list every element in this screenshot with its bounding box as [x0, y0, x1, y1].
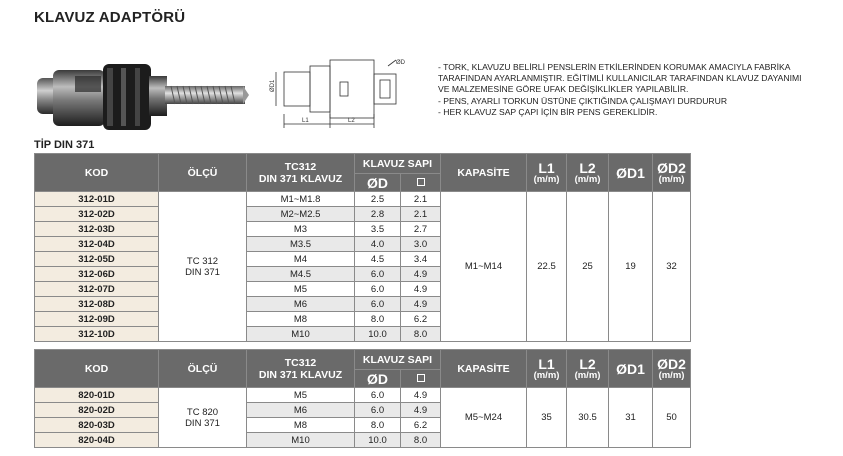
- header-l2-text: L2: [579, 355, 596, 372]
- cell-tap: M5: [247, 388, 355, 403]
- olcu-line2: DIN 371: [185, 417, 220, 429]
- olcu-line1: TC 312: [186, 255, 219, 267]
- cell-olcu: [159, 388, 247, 448]
- cell-d: 8.0: [355, 418, 401, 433]
- header-sap: [355, 350, 441, 370]
- unit-label: (m/m): [658, 369, 685, 381]
- product-photo: [35, 50, 250, 142]
- cell-square: 2.1: [401, 207, 441, 222]
- cell-kod: 312-02D: [35, 207, 159, 222]
- unit-label: (m/m): [574, 369, 601, 381]
- header-d: [355, 174, 401, 192]
- header-l1: [527, 154, 567, 192]
- header-olcu-text: ÖLÇÜ: [187, 166, 218, 179]
- unit-label: (m/m): [533, 369, 560, 381]
- unit-label: (m/m): [574, 173, 601, 185]
- square-icon: [417, 374, 425, 382]
- cell-d: 6.0: [355, 388, 401, 403]
- section-subtitle: TİP DIN 371: [34, 139, 95, 151]
- header-d2-text: ØD2: [657, 159, 686, 176]
- cell-d: 10.0: [355, 433, 401, 448]
- cell-kapasite: M1~M14: [441, 192, 527, 342]
- cell-d: 10.0: [355, 327, 401, 342]
- cell-d: 6.0: [355, 267, 401, 282]
- cell-d1: 31: [609, 388, 653, 448]
- cell-kod: 820-02D: [35, 403, 159, 418]
- header-tap-line1: TC312: [284, 356, 317, 369]
- header-kapasite: [441, 154, 527, 192]
- header-olcu: [159, 350, 247, 388]
- header-d-text: ØD: [367, 174, 388, 191]
- spec-table-tc312: [34, 153, 691, 342]
- cell-tap: M1~M1.8: [247, 192, 355, 207]
- cell-l2: 30.5: [567, 388, 609, 448]
- header-tap: [247, 350, 355, 388]
- header-sap: [355, 154, 441, 174]
- cell-square: 3.0: [401, 237, 441, 252]
- cell-square: 3.4: [401, 252, 441, 267]
- cell-square: 4.9: [401, 297, 441, 312]
- cell-l2: 25: [567, 192, 609, 342]
- cell-square: 4.9: [401, 388, 441, 403]
- cell-kod: 820-03D: [35, 418, 159, 433]
- cell-d2: 32: [653, 192, 691, 342]
- header-kod: [35, 154, 159, 192]
- olcu-line1: TC 820: [186, 406, 219, 418]
- header-d1-text: ØD1: [616, 164, 645, 181]
- cell-d: 3.5: [355, 222, 401, 237]
- unit-label: (m/m): [533, 173, 560, 185]
- cell-tap: M2~M2.5: [247, 207, 355, 222]
- cell-tap: M8: [247, 418, 355, 433]
- cell-square: 4.9: [401, 282, 441, 297]
- cell-square: 2.1: [401, 192, 441, 207]
- cell-d1: 19: [609, 192, 653, 342]
- header-sap-text: KLAVUZ SAPI: [362, 157, 433, 170]
- cell-d: 6.0: [355, 282, 401, 297]
- cell-tap: M3: [247, 222, 355, 237]
- header-olcu: [159, 154, 247, 192]
- cell-d: 2.8: [355, 207, 401, 222]
- header-kapasite-text: KAPASİTE: [457, 362, 510, 375]
- cell-kod: 312-08D: [35, 297, 159, 312]
- cell-tap: M3.5: [247, 237, 355, 252]
- header-l1-text: L1: [538, 159, 555, 176]
- cell-square: 4.9: [401, 403, 441, 418]
- cell-d: 4.0: [355, 237, 401, 252]
- cell-kod: 820-04D: [35, 433, 159, 448]
- header-d1-text: ØD1: [616, 360, 645, 377]
- cell-square: 8.0: [401, 327, 441, 342]
- cell-square: 8.0: [401, 433, 441, 448]
- cell-d: 2.5: [355, 192, 401, 207]
- drawing-label-d: ØD: [396, 60, 405, 66]
- cell-kod: 312-06D: [35, 267, 159, 282]
- header-d2: [653, 350, 691, 388]
- header-sap-text: KLAVUZ SAPI: [362, 353, 433, 366]
- cell-tap: M10: [247, 433, 355, 448]
- header-kod: [35, 350, 159, 388]
- header-tap-line2: DIN 371 KLAVUZ: [258, 172, 343, 185]
- note-line: - TORK, KLAVUZU BELİRLİ PENSLERİN ETKİLERİNDEN KORUMAK AMACIYLA FABRİKA: [438, 62, 791, 72]
- table-row: [35, 192, 691, 207]
- header-tap-line2: DIN 371 KLAVUZ: [258, 368, 343, 381]
- drawing-label-l1: L1: [302, 118, 309, 124]
- header-d-text: ØD: [367, 370, 388, 387]
- square-icon: [417, 178, 425, 186]
- header-olcu-text: ÖLÇÜ: [187, 362, 218, 375]
- table-row: [35, 388, 691, 403]
- drawing-label-l2: L2: [348, 118, 355, 124]
- unit-label: (m/m): [658, 173, 685, 185]
- cell-tap: M10: [247, 327, 355, 342]
- cell-d: 6.0: [355, 297, 401, 312]
- header-kapasite: [441, 350, 527, 388]
- header-l1-text: L1: [538, 355, 555, 372]
- notes-block: [438, 62, 838, 118]
- technical-drawing: [268, 52, 428, 132]
- cell-square: 2.7: [401, 222, 441, 237]
- cell-kod: 312-09D: [35, 312, 159, 327]
- header-l2: [567, 350, 609, 388]
- cell-kod: 312-10D: [35, 327, 159, 342]
- header-tap: [247, 154, 355, 192]
- cell-l1: 22.5: [527, 192, 567, 342]
- cell-kod: 820-01D: [35, 388, 159, 403]
- cell-square: 6.2: [401, 418, 441, 433]
- cell-d2: 50: [653, 388, 691, 448]
- note-line: VE MALZEMESİNE GÖRE UFAK DEĞİŞİKLİKLER YAPILABİLİR.: [438, 84, 689, 95]
- note-line: TARAFINDAN AYARLANMIŞTIR. EĞİTİMLİ KULLANICILAR TARAFINDAN KLAVUZ DAYANIMI: [438, 73, 802, 84]
- cell-d: 4.5: [355, 252, 401, 267]
- cell-square: 6.2: [401, 312, 441, 327]
- cell-olcu: [159, 192, 247, 342]
- cell-tap: M4: [247, 252, 355, 267]
- cell-tap: M6: [247, 297, 355, 312]
- olcu-line2: DIN 371: [185, 266, 220, 278]
- header-l2: [567, 154, 609, 192]
- header-d: [355, 370, 401, 388]
- header-kapasite-text: KAPASİTE: [457, 166, 510, 179]
- cell-tap: M8: [247, 312, 355, 327]
- cell-kod: 312-03D: [35, 222, 159, 237]
- header-l2-text: L2: [579, 159, 596, 176]
- cell-kod: 312-07D: [35, 282, 159, 297]
- spec-table-tc820: [34, 349, 691, 448]
- cell-kod: 312-01D: [35, 192, 159, 207]
- header-d1: [609, 154, 653, 192]
- cell-tap: M6: [247, 403, 355, 418]
- header-tap-line1: TC312: [284, 160, 317, 173]
- cell-d: 6.0: [355, 403, 401, 418]
- cell-d: 8.0: [355, 312, 401, 327]
- header-square: [401, 370, 441, 388]
- header-kod-text: KOD: [84, 166, 109, 179]
- header-kod-text: KOD: [84, 362, 109, 375]
- cell-kapasite: M5~M24: [441, 388, 527, 448]
- header-d2: [653, 154, 691, 192]
- drawing-label-d1: ØD1: [270, 79, 276, 92]
- header-l1: [527, 350, 567, 388]
- cell-kod: 312-04D: [35, 237, 159, 252]
- cell-tap: M5: [247, 282, 355, 297]
- cell-l1: 35: [527, 388, 567, 448]
- header-square: [401, 174, 441, 192]
- note-line: - PENS, AYARLI TORKUN ÜSTÜNE ÇIKTIĞINDA ÇALIŞMAYI DURDURUR: [438, 95, 728, 106]
- cell-tap: M4.5: [247, 267, 355, 282]
- note-line: - HER KLAVUZ SAP ÇAPI İÇİN BİR PENS GEREKLİDİR.: [438, 106, 658, 117]
- cell-square: 4.9: [401, 267, 441, 282]
- header-d2-text: ØD2: [657, 355, 686, 372]
- page-title: KLAVUZ ADAPTÖRÜ: [34, 9, 186, 26]
- cell-kod: 312-05D: [35, 252, 159, 267]
- header-d1: [609, 350, 653, 388]
